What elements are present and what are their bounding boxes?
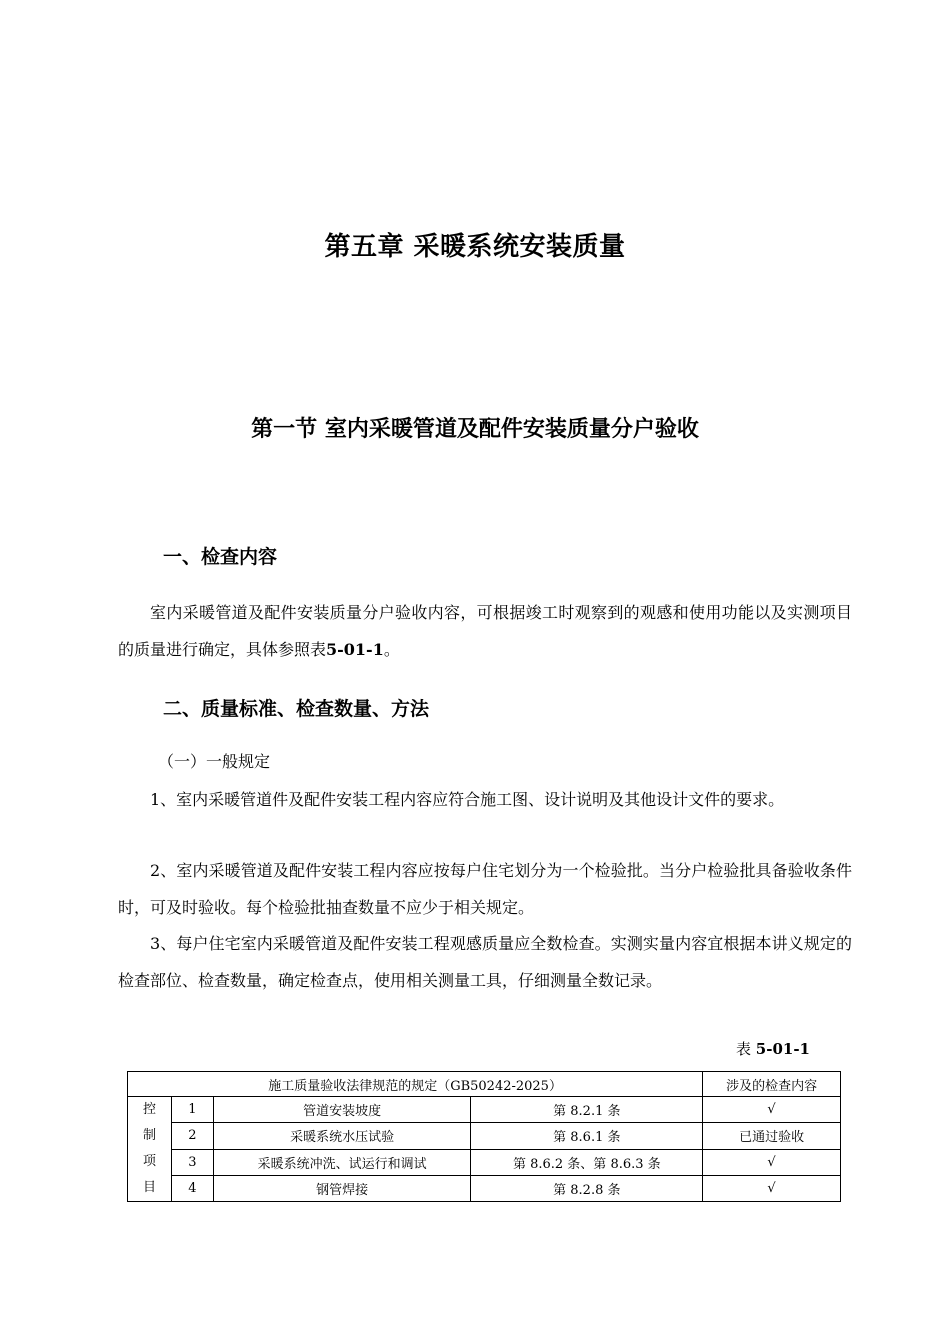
table-header-row xyxy=(128,1072,841,1097)
table-row xyxy=(128,1097,841,1123)
rule-paragraph-2: 2、室内采暖管道及配件安装工程内容应按每户住宅划分为一个检验批。当分户检验批具备验收条件时，可及时验收。每个检验批抽查数量不应少于相关规定。 xyxy=(118,861,852,917)
row-number: 1 xyxy=(171,1097,213,1123)
section-title: 第一节 室内采暖管道及配件安装质量分户验收 xyxy=(251,417,699,442)
table-label-prefix: 表 xyxy=(736,1040,752,1058)
header-regulation: 施工质量验收法律规范的规定（GB50242-2025） xyxy=(128,1072,703,1097)
heading-inspection-content: 一、检查内容 xyxy=(163,546,278,568)
header-check-content: 涉及的检查内容 xyxy=(703,1072,841,1097)
heading-quality-standards: 二、质量标准、检查数量、方法 xyxy=(163,698,430,720)
row-item: 管道安装坡度 xyxy=(213,1097,471,1123)
row-check: √ xyxy=(703,1175,841,1201)
table-label-code: 5-01-1 xyxy=(755,1040,810,1058)
subheading-general-rules: （一）一般规定 xyxy=(158,752,271,771)
row-number: 4 xyxy=(171,1175,213,1201)
intro-paragraph xyxy=(118,594,852,668)
chapter-title: 第五章 采暖系统安装质量 xyxy=(324,232,626,262)
table-row xyxy=(128,1175,841,1201)
row-clause: 第 8.2.1 条 xyxy=(471,1097,703,1123)
intro-table-ref: 5-01-1 xyxy=(326,640,384,659)
intro-text: 室内采暖管道及配件安装质量分户验收内容，可根据竣工时观察到的观感和使用功能以及实测项目的质量进行确定，具体参照表 xyxy=(118,603,852,659)
table-row xyxy=(128,1123,841,1149)
row-item: 采暖系统冲洗、试运行和调试 xyxy=(213,1149,471,1175)
table-label xyxy=(730,1038,810,1059)
row-number: 2 xyxy=(171,1123,213,1149)
row-check: 已通过验收 xyxy=(703,1123,841,1149)
row-item: 采暖系统水压试验 xyxy=(213,1123,471,1149)
row-clause: 第 8.6.1 条 xyxy=(471,1123,703,1149)
row-number: 3 xyxy=(171,1149,213,1175)
rule-paragraph-1: 1、室内采暖管道件及配件安装工程内容应符合施工图、设计说明及其他设计文件的要求。 xyxy=(150,790,785,809)
row-clause: 第 8.6.2 条、第 8.6.3 条 xyxy=(471,1149,703,1175)
row-item: 钢管焊接 xyxy=(213,1175,471,1201)
intro-end: 。 xyxy=(383,640,400,659)
table-row xyxy=(128,1149,841,1175)
rule-paragraph-3: 3、每户住宅室内采暖管道及配件安装工程观感质量应全数检查。实测实量内容宜根据本讲义规定的检查部位、检查数量，确定检查点，使用相关测量工具，仔细测量全数记录。 xyxy=(118,934,852,990)
row-check: √ xyxy=(703,1097,841,1123)
inspection-table xyxy=(127,1071,841,1202)
row-check: √ xyxy=(703,1149,841,1175)
row-clause: 第 8.2.8 条 xyxy=(471,1175,703,1201)
group-label-control-items: 控 制 项 目 xyxy=(128,1097,172,1202)
